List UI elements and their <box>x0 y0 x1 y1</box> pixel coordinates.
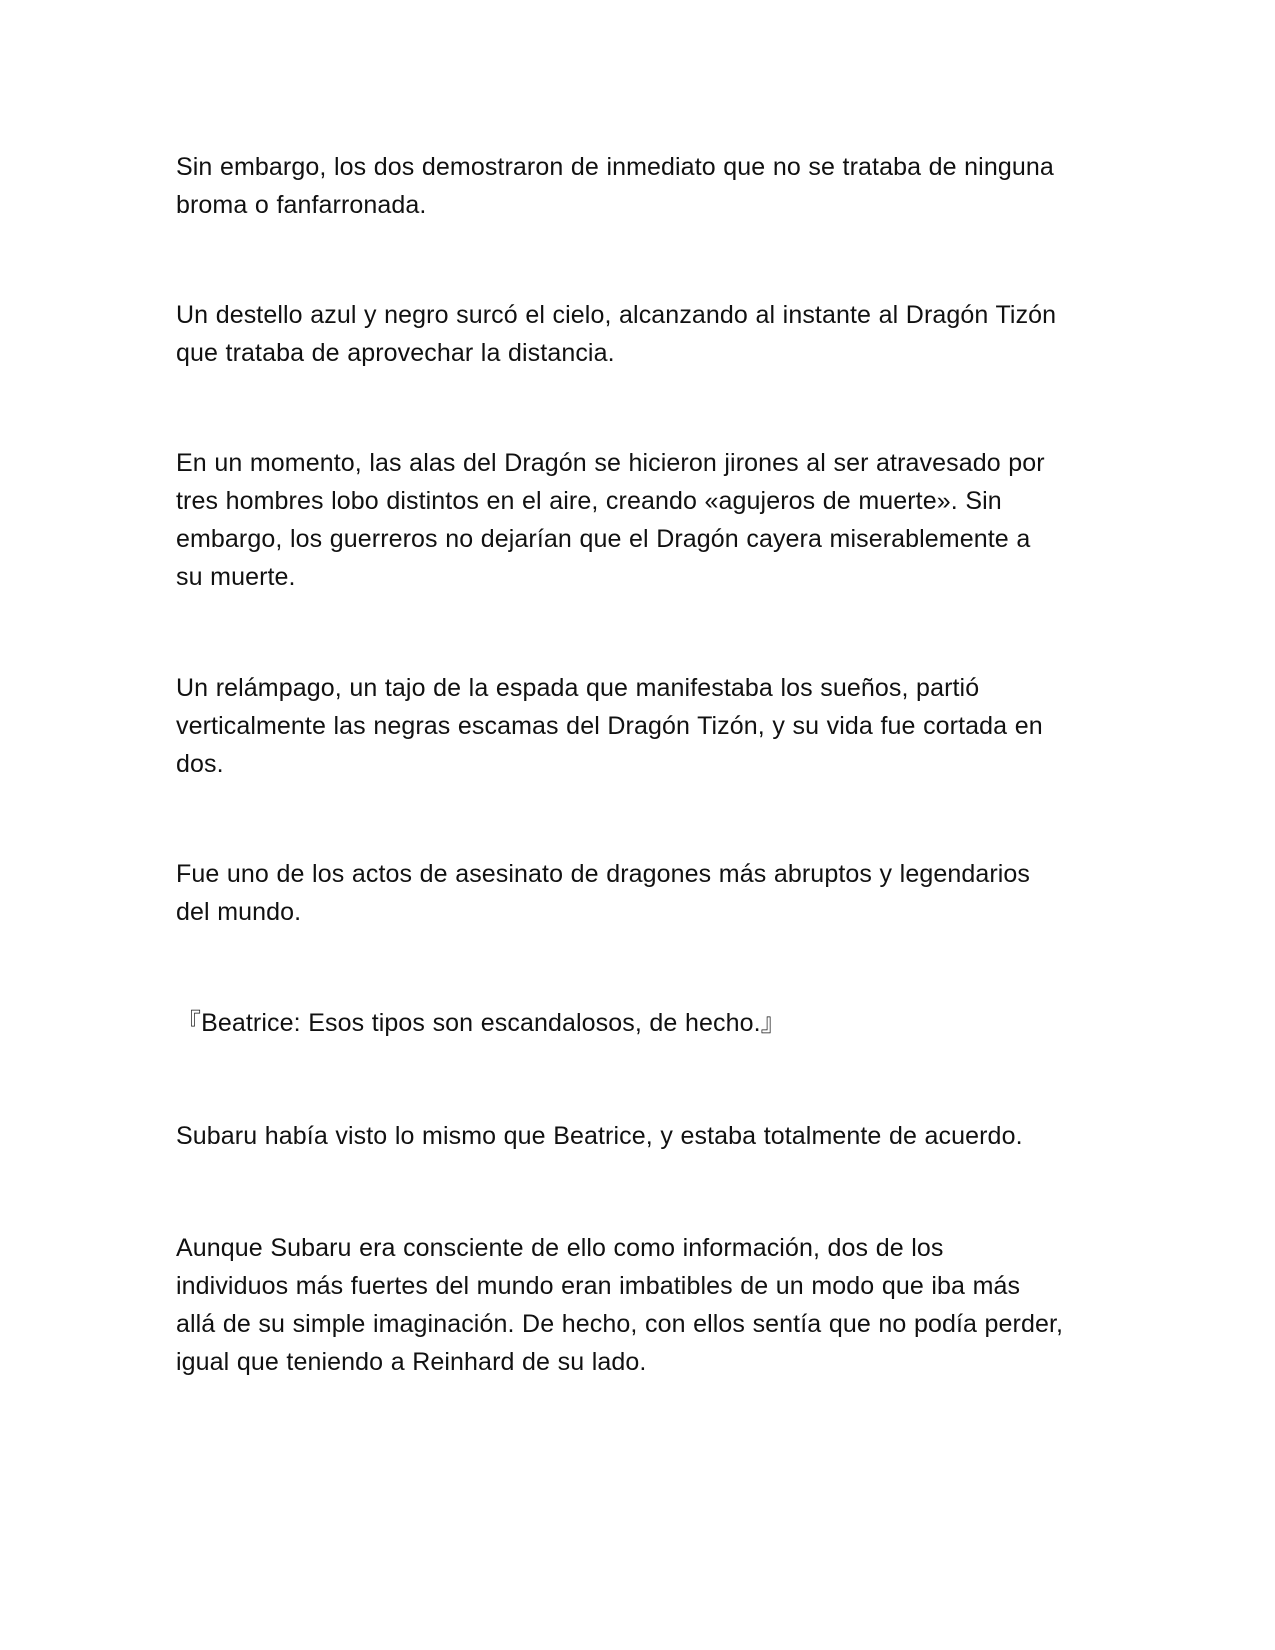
text-line: Aunque Subaru era consciente de ello como información, dos de los <box>176 1234 944 1262</box>
text-line: Un destello azul y negro surcó el cielo, alcanzando al instante al Dragón Tizón <box>176 301 1057 329</box>
paragraph <box>176 1117 1106 1155</box>
text-line: verticalmente las negras escamas del Dragón Tizón, y su vida fue cortada en <box>176 712 1043 740</box>
text-line: dos. <box>176 750 224 778</box>
text-line: embargo, los guerreros no dejarían que el Dragón cayera miserablemente a <box>176 525 1031 553</box>
text-line: su muerte. <box>176 563 296 591</box>
paragraph <box>176 296 1106 372</box>
text-line: que trataba de aprovechar la distancia. <box>176 339 615 367</box>
paragraph <box>176 855 1106 931</box>
paragraph <box>176 669 1106 783</box>
text-line: tres hombres lobo distintos en el aire, creando «agujeros de muerte». Sin <box>176 487 1002 515</box>
paragraph <box>176 1229 1106 1381</box>
dialogue-line: 『Beatrice: Esos tipos son escandalosos, de hecho.』 <box>176 1009 786 1037</box>
text-line: Sin embargo, los dos demostraron de inmediato que no se trataba de ninguna <box>176 153 1054 181</box>
text-line: del mundo. <box>176 898 302 926</box>
text-line: broma o fanfarronada. <box>176 191 427 219</box>
text-line: En un momento, las alas del Dragón se hicieron jirones al ser atravesado por <box>176 449 1045 477</box>
paragraph <box>176 148 1106 224</box>
text-line: individuos más fuertes del mundo eran imbatibles de un modo que iba más <box>176 1272 1021 1300</box>
text-line: Subaru había visto lo mismo que Beatrice, y estaba totalmente de acuerdo. <box>176 1122 1023 1150</box>
text-line: allá de su simple imaginación. De hecho, con ellos sentía que no podía perder, <box>176 1310 1064 1338</box>
dialogue-paragraph <box>176 1004 1106 1042</box>
text-line: Fue uno de los actos de asesinato de dragones más abruptos y legendarios <box>176 860 1031 888</box>
text-line: igual que teniendo a Reinhard de su lado. <box>176 1348 647 1376</box>
paragraph <box>176 444 1106 596</box>
text-line: Un relámpago, un tajo de la espada que manifestaba los sueños, partió <box>176 674 980 702</box>
